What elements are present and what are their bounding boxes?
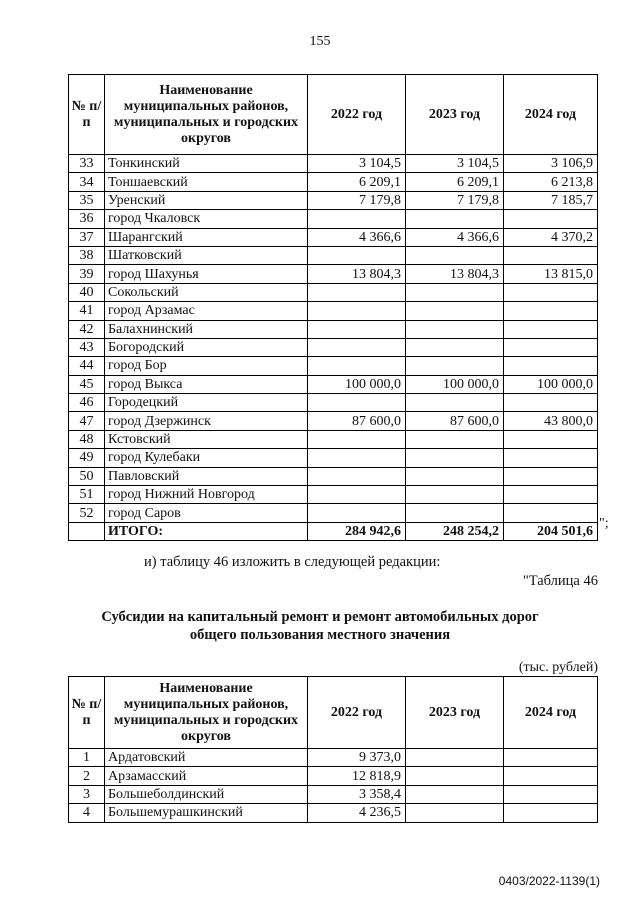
- row-value-2024: [504, 283, 598, 301]
- row-value-2024: [504, 320, 598, 338]
- row-name: город Бор: [105, 357, 308, 375]
- row-name: Кстовский: [105, 430, 308, 448]
- table-row: [69, 265, 598, 283]
- row-value-2023: [406, 246, 504, 264]
- row-num: 40: [69, 283, 105, 301]
- row-value-2023: [406, 467, 504, 485]
- total-2024: 204 501,6: [504, 522, 598, 540]
- row-value-2022: 7 179,8: [308, 191, 406, 209]
- row-num: 1: [69, 749, 105, 767]
- row-value-2023: [406, 449, 504, 467]
- header-num: № п/п: [69, 677, 105, 749]
- row-num: 50: [69, 467, 105, 485]
- row-value-2022: 87 600,0: [308, 412, 406, 430]
- row-num: 3: [69, 785, 105, 803]
- total-row: [69, 522, 598, 540]
- row-num: 49: [69, 449, 105, 467]
- table-row: [69, 504, 598, 522]
- row-value-2023: 87 600,0: [406, 412, 504, 430]
- header-2023: 2023 год: [406, 677, 504, 749]
- row-num: 45: [69, 375, 105, 393]
- row-num: 4: [69, 804, 105, 822]
- header-name: Наименование муниципальных районов, муниципальных и городских округов: [105, 677, 308, 749]
- row-num: 2: [69, 767, 105, 785]
- row-value-2022: [308, 504, 406, 522]
- row-value-2023: [406, 210, 504, 228]
- row-value-2024: [504, 449, 598, 467]
- row-value-2024: [504, 302, 598, 320]
- row-value-2024: [504, 504, 598, 522]
- row-value-2022: [308, 357, 406, 375]
- row-num: 52: [69, 504, 105, 522]
- row-num: 35: [69, 191, 105, 209]
- header-2022: 2022 год: [308, 677, 406, 749]
- row-value-2022: [308, 320, 406, 338]
- header-2024: 2024 год: [504, 677, 598, 749]
- row-name: город Арзамас: [105, 302, 308, 320]
- row-value-2022: [308, 486, 406, 504]
- row-value-2023: [406, 749, 504, 767]
- row-value-2023: [406, 394, 504, 412]
- row-value-2022: [308, 394, 406, 412]
- row-value-2022: [308, 283, 406, 301]
- row-value-2022: 100 000,0: [308, 375, 406, 393]
- row-value-2024: [504, 357, 598, 375]
- subsidy-table-46: [68, 676, 598, 823]
- row-name: Ардатовский: [105, 749, 308, 767]
- row-name: город Кулебаки: [105, 449, 308, 467]
- row-value-2023: 100 000,0: [406, 375, 504, 393]
- row-num: 38: [69, 246, 105, 264]
- row-value-2022: 4 366,6: [308, 228, 406, 246]
- row-value-2024: 7 185,7: [504, 191, 598, 209]
- row-value-2023: [406, 320, 504, 338]
- row-name: Сокольский: [105, 283, 308, 301]
- row-name: Тонкинский: [105, 155, 308, 173]
- row-value-2024: [504, 804, 598, 822]
- table-header-row: [69, 75, 598, 155]
- row-value-2024: [504, 210, 598, 228]
- row-name: Шатковский: [105, 246, 308, 264]
- header-num: № п/п: [69, 75, 105, 155]
- row-value-2023: [406, 302, 504, 320]
- row-value-2022: 12 818,9: [308, 767, 406, 785]
- table-row: [69, 173, 598, 191]
- table-title: [0, 608, 640, 644]
- row-value-2023: 3 104,5: [406, 155, 504, 173]
- row-name: город Шахунья: [105, 265, 308, 283]
- row-name: Балахнинский: [105, 320, 308, 338]
- table-row: [69, 228, 598, 246]
- row-value-2023: [406, 338, 504, 356]
- table-header-row: [69, 677, 598, 749]
- row-name: город Саров: [105, 504, 308, 522]
- row-name: город Выкса: [105, 375, 308, 393]
- row-value-2023: [406, 283, 504, 301]
- page-number: 155: [309, 34, 331, 49]
- row-value-2023: [406, 430, 504, 448]
- row-value-2022: 4 236,5: [308, 804, 406, 822]
- table-row: [69, 320, 598, 338]
- table-row: [69, 375, 598, 393]
- row-value-2023: [406, 486, 504, 504]
- row-value-2023: [406, 767, 504, 785]
- row-value-2024: [504, 394, 598, 412]
- table-row: [69, 412, 598, 430]
- total-num: [69, 522, 105, 540]
- row-value-2024: 4 370,2: [504, 228, 598, 246]
- total-2022: 284 942,6: [308, 522, 406, 540]
- row-num: 43: [69, 338, 105, 356]
- row-value-2024: 3 106,9: [504, 155, 598, 173]
- row-value-2023: [406, 785, 504, 803]
- row-value-2023: [406, 804, 504, 822]
- row-value-2024: [504, 430, 598, 448]
- table-row: [69, 394, 598, 412]
- header-2023: 2023 год: [406, 75, 504, 155]
- document-code: 0403/2022-1139(1): [498, 874, 600, 888]
- row-name: Арзамасский: [105, 767, 308, 785]
- table-row: [69, 357, 598, 375]
- row-value-2023: 7 179,8: [406, 191, 504, 209]
- row-name: Богородский: [105, 338, 308, 356]
- row-value-2024: 6 213,8: [504, 173, 598, 191]
- header-name: Наименование муниципальных районов, муниципальных и городских округов: [105, 75, 308, 155]
- row-value-2023: [406, 504, 504, 522]
- row-name: Тоншаевский: [105, 173, 308, 191]
- row-num: 34: [69, 173, 105, 191]
- row-name: город Чкаловск: [105, 210, 308, 228]
- table-title-line2: общего пользования местного значения: [189, 627, 451, 643]
- row-name: Большемурашкинский: [105, 804, 308, 822]
- row-value-2023: 6 209,1: [406, 173, 504, 191]
- table-row: [69, 338, 598, 356]
- row-name: Большеболдинский: [105, 785, 308, 803]
- row-value-2024: 100 000,0: [504, 375, 598, 393]
- table-row: [69, 467, 598, 485]
- row-value-2022: 9 373,0: [308, 749, 406, 767]
- row-num: 42: [69, 320, 105, 338]
- total-2023: 248 254,2: [406, 522, 504, 540]
- units-label: (тыс. рублей): [518, 660, 598, 675]
- row-num: 36: [69, 210, 105, 228]
- row-num: 46: [69, 394, 105, 412]
- row-num: 44: [69, 357, 105, 375]
- row-value-2024: 13 815,0: [504, 265, 598, 283]
- total-label: ИТОГО:: [105, 522, 308, 540]
- row-value-2022: 3 104,5: [308, 155, 406, 173]
- row-value-2022: 3 358,4: [308, 785, 406, 803]
- row-num: 41: [69, 302, 105, 320]
- table-row: [69, 302, 598, 320]
- row-value-2022: [308, 430, 406, 448]
- table-row: [69, 191, 598, 209]
- row-name: город Нижний Новгород: [105, 486, 308, 504]
- subsidy-table-continuation: [68, 74, 598, 541]
- row-num: 48: [69, 430, 105, 448]
- closing-quote: ";: [599, 516, 609, 531]
- row-value-2023: 4 366,6: [406, 228, 504, 246]
- row-value-2022: 6 209,1: [308, 173, 406, 191]
- table-row: [69, 246, 598, 264]
- row-name: Городецкий: [105, 394, 308, 412]
- row-value-2024: [504, 486, 598, 504]
- header-2022: 2022 год: [308, 75, 406, 155]
- table-row: [69, 430, 598, 448]
- row-value-2024: [504, 785, 598, 803]
- row-name: Уренский: [105, 191, 308, 209]
- row-value-2024: [504, 338, 598, 356]
- row-name: город Дзержинск: [105, 412, 308, 430]
- row-value-2024: [504, 246, 598, 264]
- row-value-2023: [406, 357, 504, 375]
- table-row: [69, 749, 598, 767]
- row-num: 51: [69, 486, 105, 504]
- table-row: [69, 210, 598, 228]
- table-row: [69, 283, 598, 301]
- row-value-2022: [308, 449, 406, 467]
- row-name: Шарангский: [105, 228, 308, 246]
- row-value-2024: [504, 749, 598, 767]
- table-row: [69, 449, 598, 467]
- row-value-2022: [308, 338, 406, 356]
- table-row: [69, 804, 598, 822]
- row-num: 39: [69, 265, 105, 283]
- table-label: "Таблица 46: [522, 573, 598, 589]
- table-row: [69, 486, 598, 504]
- row-value-2023: 13 804,3: [406, 265, 504, 283]
- row-value-2022: 13 804,3: [308, 265, 406, 283]
- row-num: 33: [69, 155, 105, 173]
- amendment-paragraph: и) таблицу 46 изложить в следующей редакции:: [144, 554, 441, 570]
- table-row: [69, 155, 598, 173]
- row-value-2024: [504, 467, 598, 485]
- row-value-2022: [308, 467, 406, 485]
- table-title-line1: Субсидии на капитальный ремонт и ремонт автомобильных дорог: [101, 609, 539, 625]
- row-value-2022: [308, 246, 406, 264]
- row-num: 47: [69, 412, 105, 430]
- row-value-2024: 43 800,0: [504, 412, 598, 430]
- header-2024: 2024 год: [504, 75, 598, 155]
- row-num: 37: [69, 228, 105, 246]
- row-value-2022: [308, 302, 406, 320]
- row-value-2024: [504, 767, 598, 785]
- row-name: Павловский: [105, 467, 308, 485]
- row-value-2022: [308, 210, 406, 228]
- table-row: [69, 785, 598, 803]
- table-row: [69, 767, 598, 785]
